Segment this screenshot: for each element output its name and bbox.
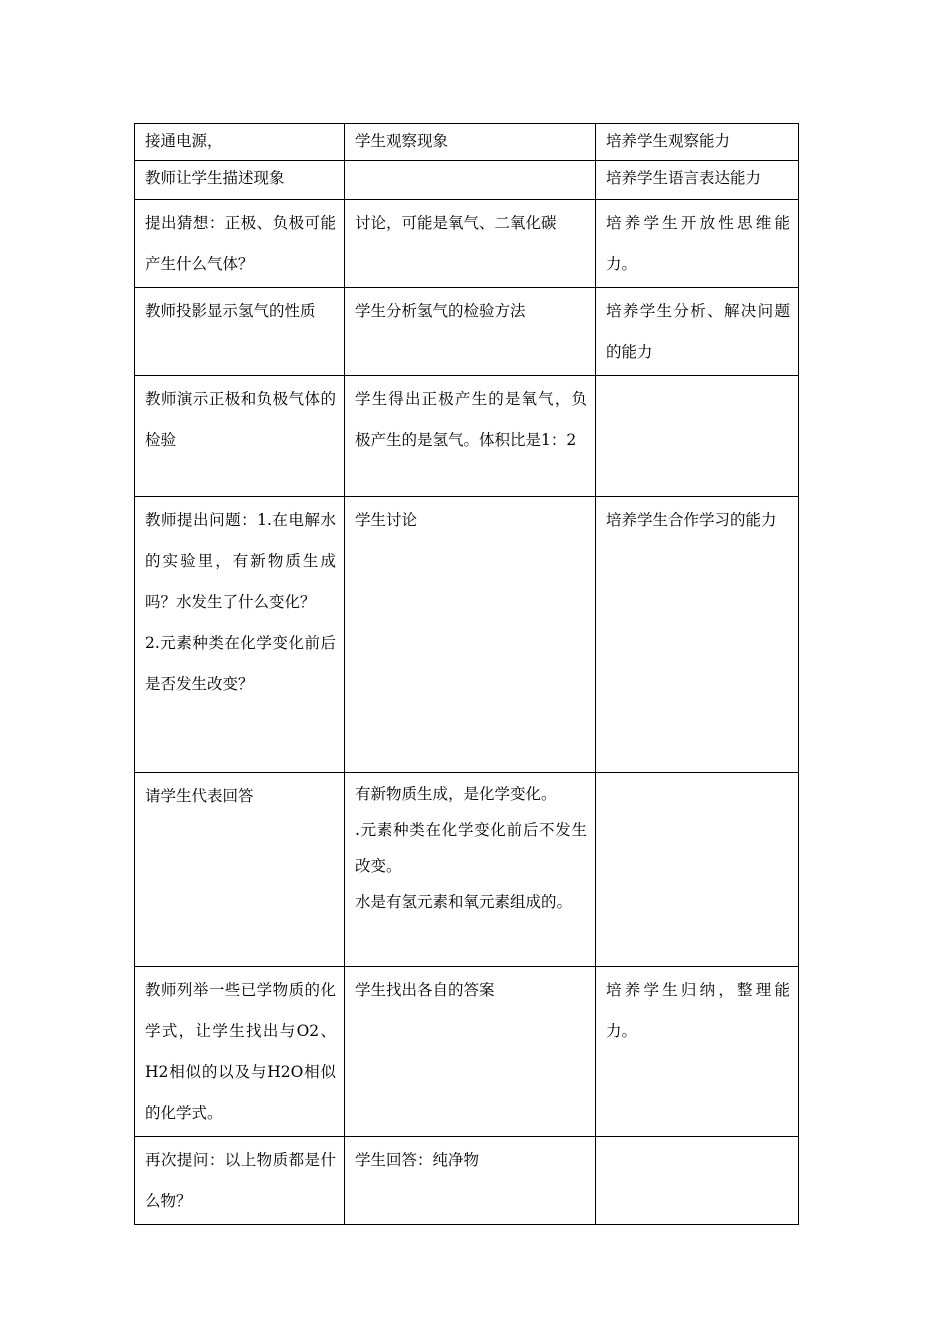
teacher-activity-cell: [135, 773, 345, 967]
design-intent-cell: [596, 200, 799, 288]
cell-text: 学生分析氢气的检验方法: [355, 302, 526, 320]
table-row: [135, 773, 799, 967]
cell-text: 再次提问：以上物质都是什么物？: [145, 1151, 336, 1210]
teacher-activity-cell: [135, 200, 345, 288]
student-activity-cell: [345, 773, 596, 967]
teacher-activity-cell: [135, 161, 345, 200]
student-activity-cell: [345, 124, 596, 161]
cell-text: .元素种类在化学变化前后不发生改变。: [355, 821, 587, 875]
cell-text: 讨论，可能是氧气、二氧化碳: [355, 214, 557, 232]
teacher-activity-cell: [135, 967, 345, 1137]
student-activity-cell: [345, 200, 596, 288]
table-row: [135, 376, 799, 497]
design-intent-cell: [596, 376, 799, 497]
student-activity-cell: [345, 376, 596, 497]
cell-text: 教师提出问题：1.在电解水的实验里，有新物质生成吗？水发生了什么变化？: [145, 511, 336, 611]
lesson-table: [134, 123, 799, 1225]
cell-text: 接通电源，: [145, 132, 223, 150]
cell-text: 学生讨论: [355, 511, 418, 529]
cell-text: 学生找出各自的答案: [355, 981, 495, 999]
design-intent-cell: [596, 773, 799, 967]
table-row: [135, 1137, 799, 1225]
cell-text: 培养学生合作学习的能力: [606, 511, 777, 529]
table-row: [135, 288, 799, 376]
cell-text: 培养学生开放性思维能力。: [606, 214, 790, 273]
teacher-activity-cell: [135, 376, 345, 497]
cell-text: 学生观察现象: [355, 132, 449, 150]
cell-text: 学生得出正极产生的是氧气，负极产生的是氢气。体积比是1：2: [355, 390, 587, 449]
cell-text: 培养学生分析、解决问题的能力: [606, 302, 790, 361]
student-activity-cell: [345, 1137, 596, 1225]
cell-text: 教师投影显示氢气的性质: [145, 302, 316, 320]
cell-text: 提出猜想：正极、负极可能产生什么气体？: [145, 214, 336, 273]
cell-text: 学生回答：纯净物: [355, 1151, 480, 1169]
design-intent-cell: [596, 124, 799, 161]
table-row: [135, 967, 799, 1137]
cell-text: 水是有氢元素和氧元素组成的。: [355, 893, 573, 911]
cell-text: 教师演示正极和负极气体的检验: [145, 390, 336, 449]
cell-text: 培养学生观察能力: [606, 132, 731, 150]
table-row: [135, 161, 799, 200]
teacher-activity-cell: [135, 497, 345, 773]
teacher-activity-cell: [135, 1137, 345, 1225]
cell-text: 培养学生归纳，整理能力。: [606, 981, 790, 1040]
cell-text: 教师列举一些已学物质的化学式，让学生找出与O2、H2相似的以及与H2O相似的化学式。: [145, 981, 336, 1122]
student-activity-cell: [345, 497, 596, 773]
student-activity-cell: [345, 288, 596, 376]
cell-text: 培养学生语言表达能力: [606, 169, 762, 187]
table-row: [135, 497, 799, 773]
design-intent-cell: [596, 497, 799, 773]
student-activity-cell: [345, 161, 596, 200]
design-intent-cell: [596, 161, 799, 200]
table-row: [135, 200, 799, 288]
design-intent-cell: [596, 967, 799, 1137]
cell-text: 教师让学生描述现象: [145, 169, 285, 187]
cell-text: 有新物质生成，是化学变化。: [355, 785, 557, 803]
teacher-activity-cell: [135, 124, 345, 161]
cell-text: 2.元素种类在化学变化前后是否发生改变？: [145, 634, 336, 693]
table-row: [135, 124, 799, 161]
cell-text: 请学生代表回答: [145, 787, 254, 805]
teacher-activity-cell: [135, 288, 345, 376]
student-activity-cell: [345, 967, 596, 1137]
design-intent-cell: [596, 288, 799, 376]
design-intent-cell: [596, 1137, 799, 1225]
